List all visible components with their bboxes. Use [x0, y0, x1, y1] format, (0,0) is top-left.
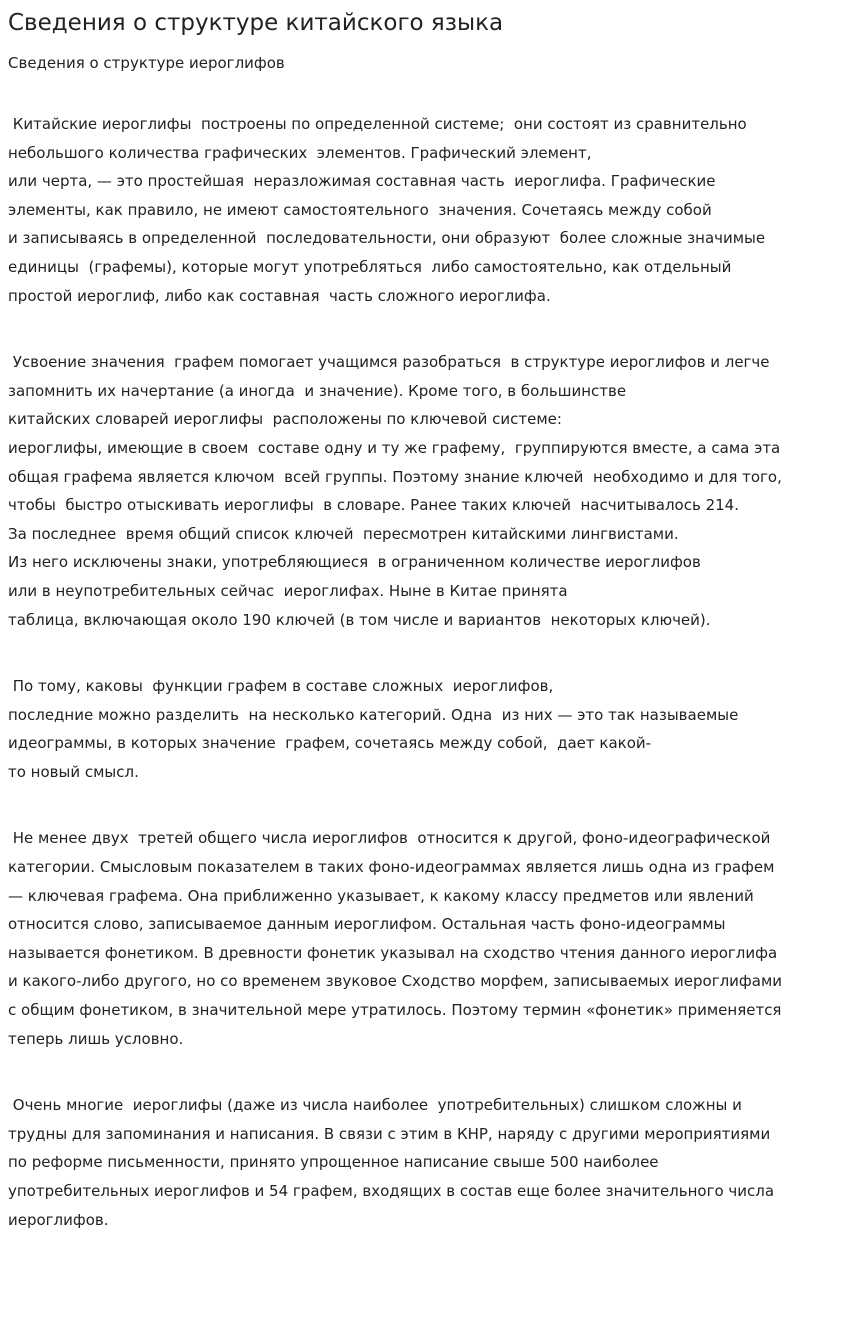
text-line: или черта, — это простейшая неразложимая составная часть иероглифа. Графические — [8, 172, 716, 191]
text-line: с общим фонетиком, в значительной мере утратилось. Поэтому термин «фонетик» применяется — [8, 1001, 782, 1020]
text-line: иероглифов. — [8, 1210, 109, 1229]
text-line: небольшого количества графических элементов. Графический элемент, — [8, 143, 592, 162]
text-line: и записываясь в определенной последовательности, они образуют более сложные значимые — [8, 229, 766, 248]
text-line: китайских словарей иероглифы расположены по ключевой системе: — [8, 410, 562, 429]
text-line: категории. Смысловым показателем в таких фоно-идеограммах является лишь одна из графем — [8, 858, 775, 877]
paragraph-3 — [8, 672, 839, 786]
text-line: употребительных иероглифов и 54 графем, входящих в состав еще более значительного числа — [8, 1182, 775, 1200]
section-subtitle: Сведения о структуре иероглифов — [8, 54, 285, 72]
text-line: По тому, каковы функции графем в составе сложных иероглифов, — [8, 677, 554, 696]
paragraph-2 — [8, 348, 839, 634]
text-line: элементы, как правило, не имеют самостоятельного значения. Сочетаясь между собой — [8, 200, 712, 219]
text-line: идеограммы, в которых значение графем, сочетаясь между собой, дает какой- — [8, 734, 652, 753]
text-line: простой иероглиф, либо как составная часть сложного иероглифа. — [8, 286, 551, 305]
text-line: чтобы быстро отыскивать иероглифы в словаре. Ранее таких ключей насчитывалось 214. — [8, 496, 739, 515]
text-line: Усвоение значения графем помогает учащимся разобраться в структуре иероглифов и легче — [8, 353, 770, 372]
text-line: относится слово, записываемое данным иероглифом. Остальная часть фоно-идеограммы — [8, 915, 726, 934]
text-line: называется фонетиком. В древности фонетик указывал на сходство чтения данного иероглифа — [8, 943, 778, 962]
text-line: по реформе письменности, принято упрощенное написание свыше 500 наиболее — [8, 1153, 659, 1172]
text-line: запомнить их начертание (а иногда и значение). Кроме того, в большинстве — [8, 381, 627, 400]
text-line: — ключевая графема. Она приближенно указывает, к какому классу предметов или явлений — [8, 886, 754, 905]
text-line: За последнее время общий список ключей пересмотрен китайскими лингвистами. — [8, 524, 679, 543]
article-body — [8, 74, 839, 1234]
text-line: единицы (графемы), которые могут употребляться либо самостоятельно, как отдельный — [8, 257, 732, 276]
text-line: Не менее двух третей общего числа иероглифов относится к другой, фоно-идеографической — [8, 829, 771, 848]
text-line: Китайские иероглифы построены по определенной системе; они состоят из сравнительно — [8, 115, 747, 133]
page-title: Сведения о структуре китайского языка — [8, 10, 504, 36]
text-line: и какого-либо другого, но со временем звуковое Сходство морфем, записываемых иероглифами — [8, 972, 783, 991]
text-line: теперь лишь условно. — [8, 1029, 184, 1048]
text-line: иероглифы, имеющие в своем составе одну и ту же графему, группируются вместе, а сама эта — [8, 438, 781, 457]
text-line: то новый смысл. — [8, 762, 139, 781]
text-line: или в неупотребительных сейчас иероглифах. Ныне в Китае принята — [8, 581, 568, 600]
text-line: общая графема является ключом всей группы. Поэтому знание ключей необходимо и для того, — [8, 467, 782, 486]
paragraph-1 — [8, 110, 839, 310]
paragraph-4 — [8, 824, 839, 1053]
text-line: трудны для запоминания и написания. В связи с этим в КНР, наряду с другими мероприятиями — [8, 1124, 771, 1143]
text-line: таблица, включающая около 190 ключей (в том числе и вариантов некоторых ключей). — [8, 610, 711, 629]
paragraph-5 — [8, 1091, 839, 1234]
text-line: Очень многие иероглифы (даже из числа наиболее употребительных) слишком сложны и — [8, 1096, 742, 1115]
text-line: последние можно разделить на несколько категорий. Одна из них — это так называемые — [8, 705, 739, 724]
text-line: Из него исключены знаки, употребляющиеся в ограниченном количестве иероглифов — [8, 553, 701, 572]
